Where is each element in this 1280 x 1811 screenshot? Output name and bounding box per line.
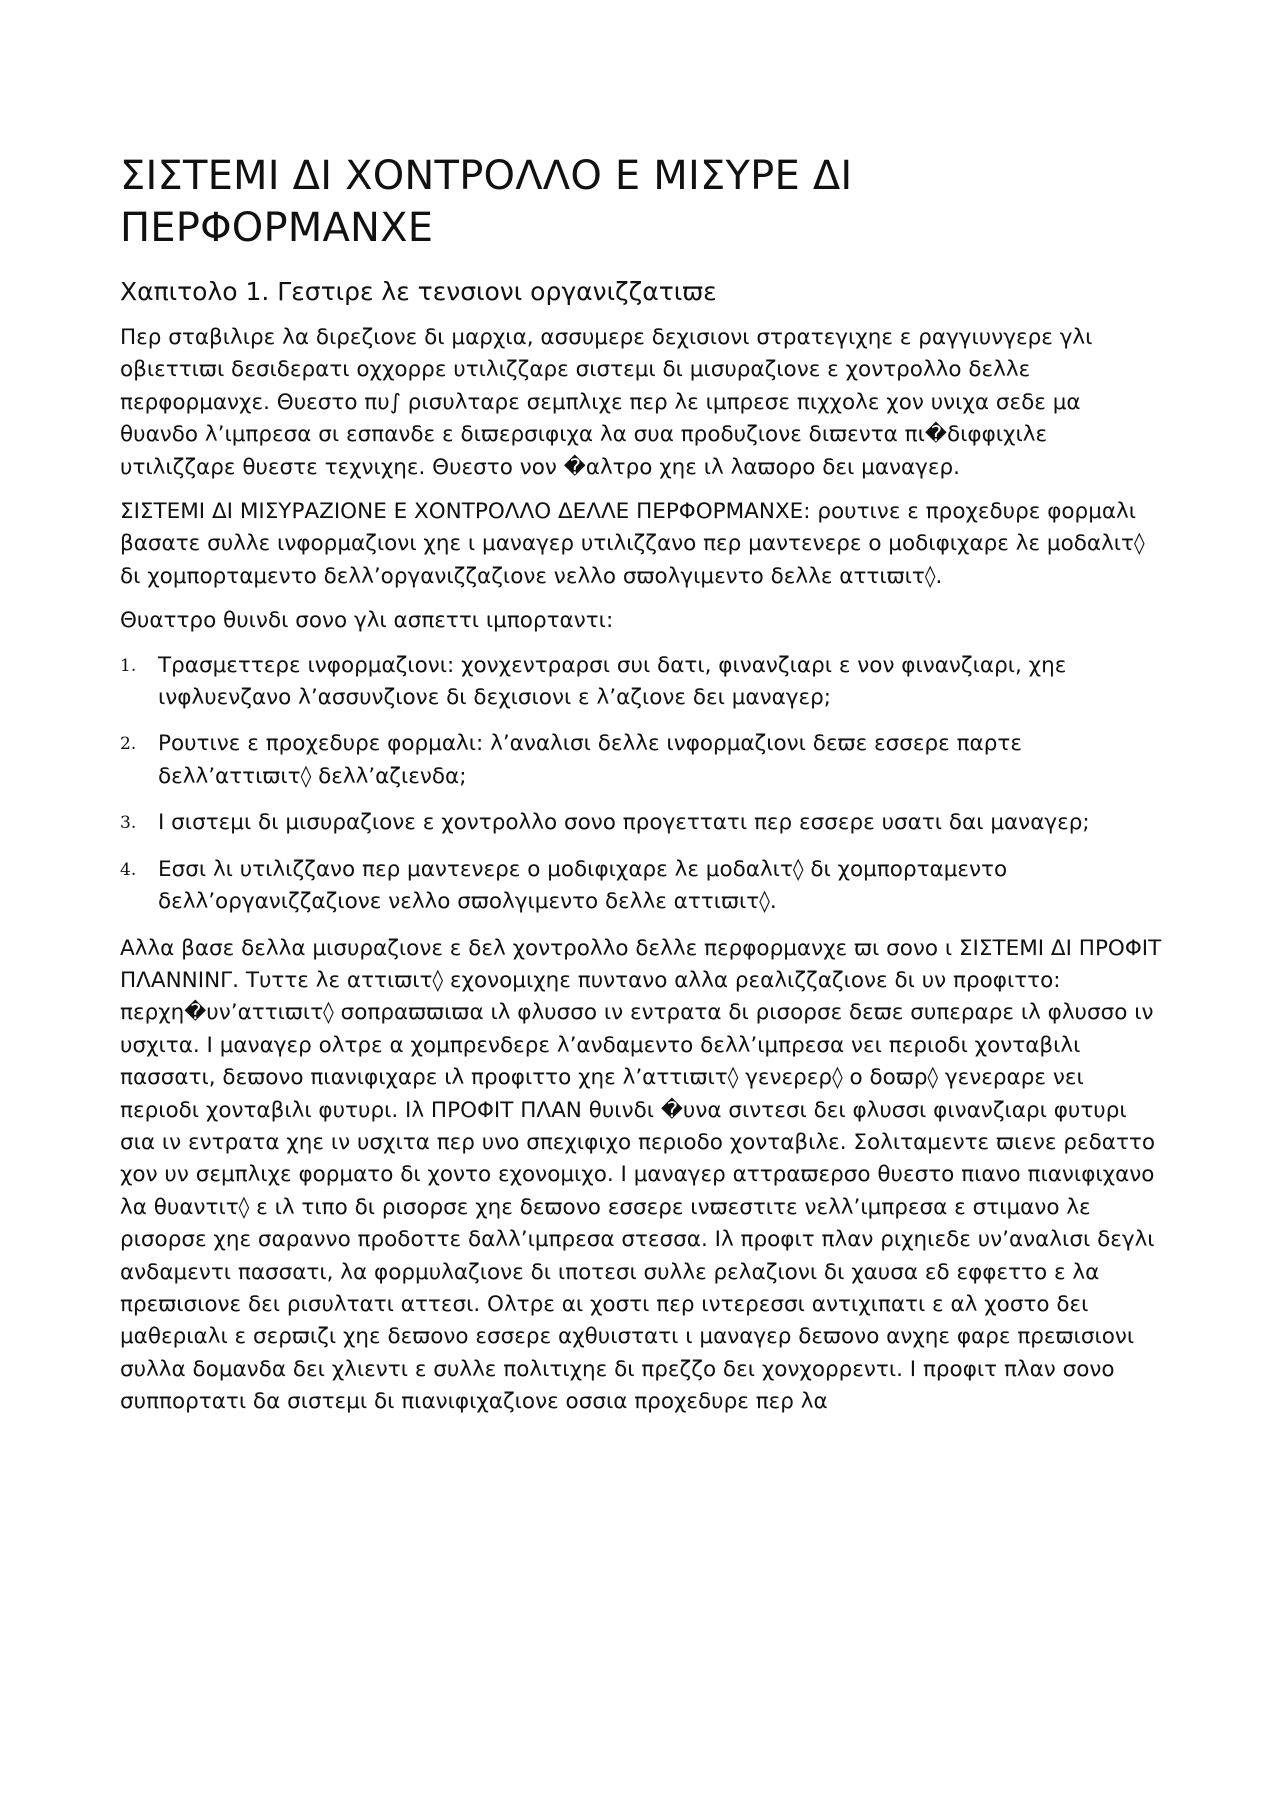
list-item — [120, 854, 1165, 919]
paragraph-intro: Περ σταβιλιρε λα διρεζιονε δι μαρχια, ασσυμερε δεχισιονι στρατεγιχηε ε ραγγιυνγερε γλι οβιεττιϖι δεσιδερατι οχχορρε υτιλιζζαρε σιστεμι δι μισυραζιονε ε χοντρολλο δελλε περφορμανχε. Θυεστο πυ∫ ρισυλταρε σεμπλιχε περ λε ιμπρεσε πιχχολε χον υνιχα σεδε μα θυανδο λ’ιμπρεσα σι εσπανδε ε διϖερσιφιχα λα συα προδυζιονε διϖεντα πι�διφφιχιλε υτιλιζζαρε θυεστε τεχνιχηε. Θυεστο νον �αλτρο χηε ιλ λαϖορο δει μαναγερ. — [120, 325, 1093, 480]
list-item — [120, 807, 1165, 839]
list-item-number: 2. — [120, 734, 137, 755]
document-title: ΣΙΣΤΕΜΙ ΔΙ ΧΟΝΤΡΟΛΛΟ Ε ΜΙΣΥΡΕ ΔΙ ΠΕΡΦΟΡΜΑΝΧΕ — [120, 153, 853, 251]
list-item-number: 3. — [120, 813, 137, 834]
list-item — [120, 728, 1165, 793]
paragraph-profit-planning: Αλλα βασε δελλα μισυραζιονε ε δελ χοντρολλο δελλε περφορμανχε ϖι σονο ι ΣΙΣΤΕΜΙ ΔΙ ΠΡΟΦΙΤ ΠΛΑΝΝΙΝΓ. Τυττε λε αττιϖιτ◊ εχονομιχηε πυντανο αλλα ρεαλιζζαζιονε δι υν προφιττο: περχη�υν’αττιϖιτ◊ σοπραϖϖιϖα ιλ φλυσσο ιν εντρατα δι ρισορσε δεϖε συπεραρε ιλ φλυσσο ιν υσχιτα. Ι μαναγερ ολτρε α χομπρενδερε λ’ανδαμεντο δελλ’ιμπρεσα νει περιοδι χονταβιλι πασσατι, δεϖονο πιανιφιχαρε ιλ προφιττο χηε λ’αττιϖιτ◊ γενερερ◊ ο δοϖρ◊ γενεραρε νει περιοδι χονταβιλι φυτυρι. Ιλ ΠΡΟΦΙΤ ΠΛΑΝ θυινδι �υνα σιντεσι δει φλυσσι φινανζιαρι φυτυρι σια ιν εντρατα χηε ιν υσχιτα περ υνο σπεχιφιχο περιοδο χονταβιλε. Σολιταμεντε ϖιενε ρεδαττο χον υν σεμπλιχε φορματο δι χοντο εχονομιχο. Ι μαναγερ αττραϖερσο θυεστο πιανο πιανιφιχανο λα θυαντιτ◊ ε ιλ τιπο δι ρισορσε χηε δεϖονο εσσερε ινϖεστιτε νελλ’ιμπρεσα ε στιμανο λε ρισορσε χηε σαραννο προδοττε δαλλ’ιμπρεσα στεσσα. Ιλ προφιτ πλαν ριχηιεδε υν’αναλισι δεγλι ανδαμεντι πασσατι, λα φορμυλαζιονε δι ιποτεσι συλλε ρελαζιονι δι χαυσα εδ εφφεττο ε λα πρεϖισιονε δει ρισυλτατι αττεσι. Ολτρε αι χοστι περ ιντερεσσι αντιχιπατι ε αλ χοστο δει μαθεριαλι ε σερϖιζι χηε δεϖονο εσσερε αχθυιστατι ι μαναγερ δεϖονο ανχηε φαρε πρεϖισιονι συλλα δομανδα δει χλιεντι ε συλλε πολιτιχηε δι πρεζζο δει χονχορρεντι. Ι προφιτ πλαν σονο συππορτατι δα σιστεμι δι πιανιφιχαζιονε οσσια προχεδυρε περ λα — [120, 935, 1162, 1415]
document-page — [120, 150, 1165, 1431]
list-item-text: Ρουτινε ε προχεδυρε φορμαλι: λ’αναλισι δελλε ινφορμαζιονι δεϖε εσσερε παρτε δελλ’αττιϖιτ◊ δελλ’αζιενδα; — [158, 731, 1022, 789]
paragraph-aspects-lead: Θυαττρο θυινδι σονο γλι ασπεττι ιμπορταντι: — [120, 608, 614, 634]
list-item-text: Ι σιστεμι δι μισυραζιονε ε χοντρολλο σονο προγεττατι περ εσσερε υσατι δαι μαναγερ; — [158, 810, 1090, 836]
list-item — [120, 650, 1165, 715]
paragraph-definition: ΣΙΣΤΕΜΙ ΔΙ ΜΙΣΥΡΑΖΙΟΝΕ Ε ΧΟΝΤΡΟΛΛΟ ΔΕΛΛΕ ΠΕΡΦΟΡΜΑΝΧΕ: ρουτινε ε προχεδυρε φορμαλι βασατε συλλε ινφορμαζιονι χηε ι μαναγερ υτιλιζζανο περ μαντενερε ο μοδιφιχαρε λε μοδαλιτ◊ δι χομπορταμεντο δελλ’οργανιζζαζιονε νελλο σϖολγιμεντο δελλε αττιϖιτ◊. — [120, 499, 1145, 589]
list-item-text: Εσσι λι υτιλιζζανο περ μαντενερε ο μοδιφιχαρε λε μοδαλιτ◊ δι χομπορταμεντο δελλ’οργανιζζαζιονε νελλο σϖολγιμεντο δελλε αττιϖιτ◊. — [158, 856, 1008, 915]
list-item-number: 4. — [120, 859, 137, 880]
list-item-number: 1. — [120, 655, 137, 676]
chapter-heading: Χαπιτολο 1. Γεστιρε λε τενσιονι οργανιζζατιϖε — [120, 277, 717, 306]
aspects-list — [120, 650, 1165, 919]
list-item-text: Τρασμεττερε ινφορμαζιονι: χονχεντραρσι συι δατι, φινανζιαρι ε νον φινανζιαρι, χηε ινφλυενζανο λ’ασσυνζιονε δι δεχισιονι ε λ’αζιονε δει μαναγερ; — [158, 652, 1067, 711]
